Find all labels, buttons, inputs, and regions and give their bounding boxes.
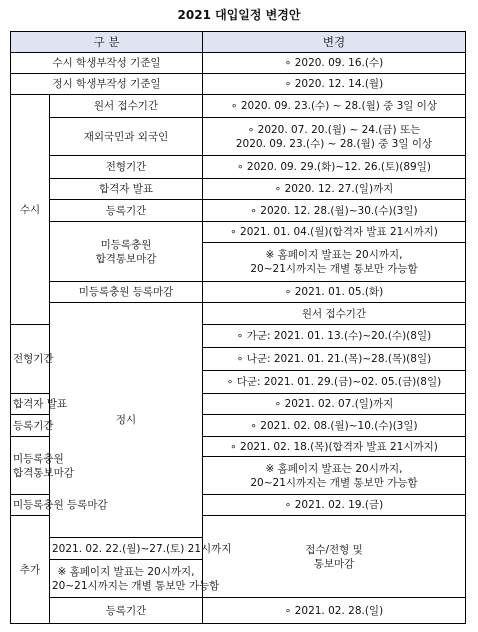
row-value: ∘ 가군: 2021. 01. 13.(수)~20.(수)(8일) — [203, 325, 466, 348]
note-line: 20~21시까지는 개별 통보만 가능함 — [52, 579, 220, 592]
row-value: ∘ 나군: 2021. 01. 21.(목)~28.(목)(8일) — [203, 348, 466, 371]
table-row — [11, 53, 466, 74]
row-value: ∘ 2021. 02. 07.(일)까지 — [203, 394, 466, 415]
row-label: 재외국민과 외국인 — [50, 118, 203, 156]
note-cell — [203, 457, 466, 495]
header-category: 구 분 — [11, 32, 203, 53]
note-line: ※ 홈페이지 발표는 20시까지, — [57, 565, 195, 578]
table-header-row — [11, 32, 466, 53]
table-row — [11, 156, 466, 179]
row-label: 전형기간 — [50, 156, 203, 179]
label-line: 합격통보마감 — [13, 466, 74, 479]
row-value: ∘ 2020. 09. 16.(수) — [203, 53, 466, 74]
table-row — [11, 118, 466, 156]
label-line: 미등록충원 — [13, 452, 64, 465]
row-value: ∘ 2020. 12. 14.(월) — [203, 74, 466, 95]
row-label: 합격자 발표 — [50, 179, 203, 200]
note-cell — [203, 243, 466, 282]
table-row — [11, 74, 466, 95]
row-value: ∘ 2021. 02. 18.(목)(합격자 발표 21시까지) — [203, 437, 466, 457]
label-line: 합격통보마감 — [95, 252, 157, 265]
row-value: ∘ 2021. 02. 19.(금) — [203, 495, 466, 516]
row-label — [11, 437, 74, 495]
note-cell — [50, 560, 220, 598]
category-chuga: 추가 — [11, 516, 50, 624]
table-row — [11, 179, 466, 200]
table-row — [11, 303, 466, 325]
row-label: 등록기간 — [11, 415, 50, 437]
row-label: 미등록충원 등록마감 — [50, 282, 203, 303]
row-label: 합격자 발표 — [11, 394, 50, 415]
row-label: 수시 학생부작성 기준일 — [11, 53, 203, 74]
label-line: 접수/전형 및 — [305, 543, 363, 556]
row-value: ∘ 2020. 09. 29.(화)~12. 26.(토)(89일) — [203, 156, 466, 179]
category-jeongsi: 정시 — [50, 303, 203, 538]
table-row — [11, 282, 466, 303]
row-value — [203, 118, 466, 156]
row-value: 2021. 02. 22.(월)~27.(토) 21시까지 — [50, 538, 203, 560]
row-label: 원서 접수기간 — [203, 303, 466, 325]
value-line: ∘ 2020. 07. 20.(월) ~ 24.(금) 또는 — [247, 123, 421, 136]
table-row — [11, 95, 466, 118]
row-label — [203, 516, 466, 598]
row-value: ∘ 2021. 01. 04.(월)(합격자 발표 21시까지) — [203, 222, 466, 243]
row-label: 원서 접수기간 — [50, 95, 203, 118]
row-label: 등록기간 — [50, 200, 203, 222]
table-row — [11, 598, 466, 624]
row-value: ∘ 2021. 02. 08.(월)~10.(수)(3일) — [203, 415, 466, 437]
row-label: 등록기간 — [50, 598, 203, 624]
row-label — [50, 222, 203, 282]
header-change: 변경 — [203, 32, 466, 53]
note-line: ※ 홈페이지 발표는 20시까지, — [265, 462, 403, 475]
note-line: ※ 홈페이지 발표는 20시까지, — [265, 249, 403, 261]
row-label: 전형기간 — [11, 325, 50, 394]
row-value: ∘ 2021. 01. 05.(화) — [203, 282, 466, 303]
note-line: 20~21시까지는 개별 통보만 가능함 — [250, 263, 418, 275]
label-line: 통보마감 — [313, 557, 355, 570]
value-line: 2020. 09. 23.(수) ~ 28.(월) 중 3일 이상 — [235, 137, 433, 150]
page-title: 2021 대입일정 변경안 — [177, 8, 301, 22]
note-line: 20~21시까지는 개별 통보만 가능함 — [250, 476, 418, 489]
category-susi: 수시 — [11, 95, 50, 325]
row-value: ∘ 2020. 12. 28.(월)~30.(수)(3일) — [203, 200, 466, 222]
label-line: 미등록충원 — [100, 238, 152, 251]
row-label: 미등록충원 등록마감 — [11, 495, 50, 516]
row-value: ∘ 2021. 02. 28.(일) — [203, 598, 466, 624]
schedule-table — [10, 31, 466, 624]
row-value: ∘ 2020. 09. 23.(수) ~ 28.(월) 중 3일 이상 — [203, 95, 466, 118]
table-row — [11, 200, 466, 222]
row-value: ∘ 다군: 2021. 01. 29.(금)~02. 05.(금)(8일) — [203, 371, 466, 394]
row-label: 정시 학생부작성 기준일 — [11, 74, 203, 95]
row-value: ∘ 2020. 12. 27.(일)까지 — [203, 179, 466, 200]
table-row — [11, 222, 466, 243]
